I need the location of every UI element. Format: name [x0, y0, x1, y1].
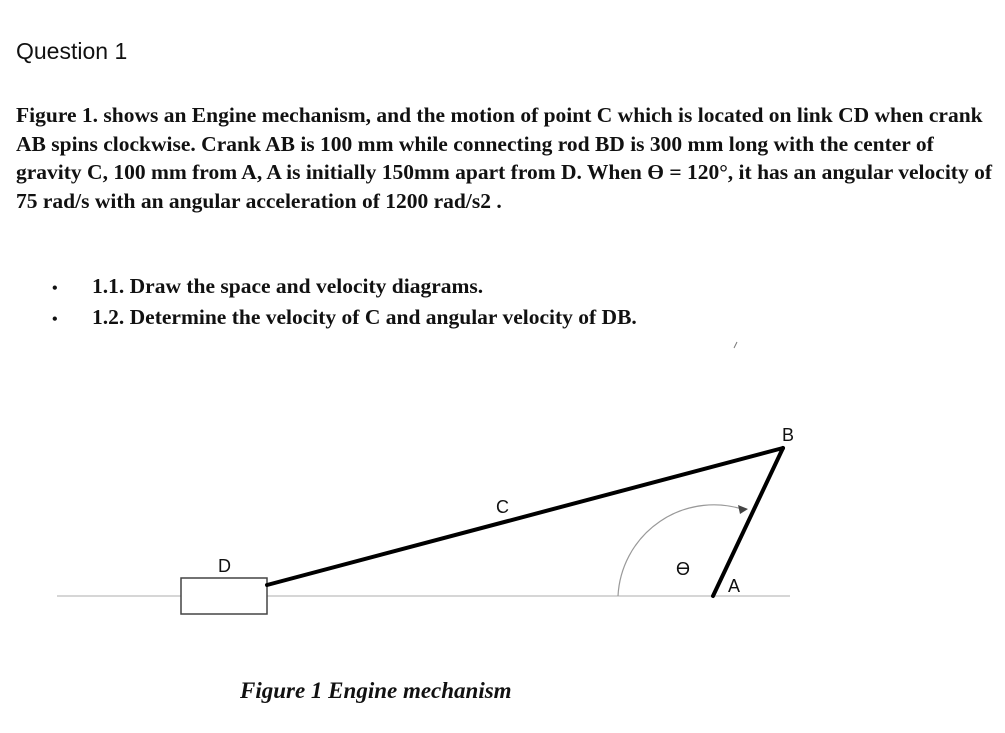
bullet-icon: •: [52, 311, 58, 328]
arc-arrowhead-icon: [738, 505, 748, 514]
stray-mark: [734, 342, 737, 348]
connecting-rod-db: [267, 448, 783, 585]
theta-arc: [618, 505, 745, 596]
label-b: B: [782, 425, 795, 445]
task-text: 1.2. Determine the velocity of C and angular velocity of DB.: [92, 305, 637, 329]
label-c: C: [496, 497, 509, 517]
crank-ab: [713, 448, 783, 596]
slider-block-d: [181, 578, 267, 614]
label-a: A: [728, 576, 741, 596]
label-theta: ϴ: [676, 559, 691, 579]
question-heading: Question 1: [16, 38, 128, 64]
task-text: 1.1. Draw the space and velocity diagrams.: [92, 274, 484, 298]
label-d: D: [218, 556, 231, 576]
figure-caption: Figure 1 Engine mechanism: [240, 678, 512, 703]
bullet-icon: •: [52, 280, 58, 297]
problem-statement: Figure 1. shows an Engine mechanism, and the motion of point C which is located on link CD when crank AB spins clockwise. Crank AB is 100 mm while connecting rod BD is 300 mm long with the center of gravity C, 100 mm from A, A is initially 150mm apart from D. When ϴ = 120°, it has an angular velocity of 75 rad/s with an angular acceleration of 1200 rad/s2 .: [16, 103, 992, 213]
